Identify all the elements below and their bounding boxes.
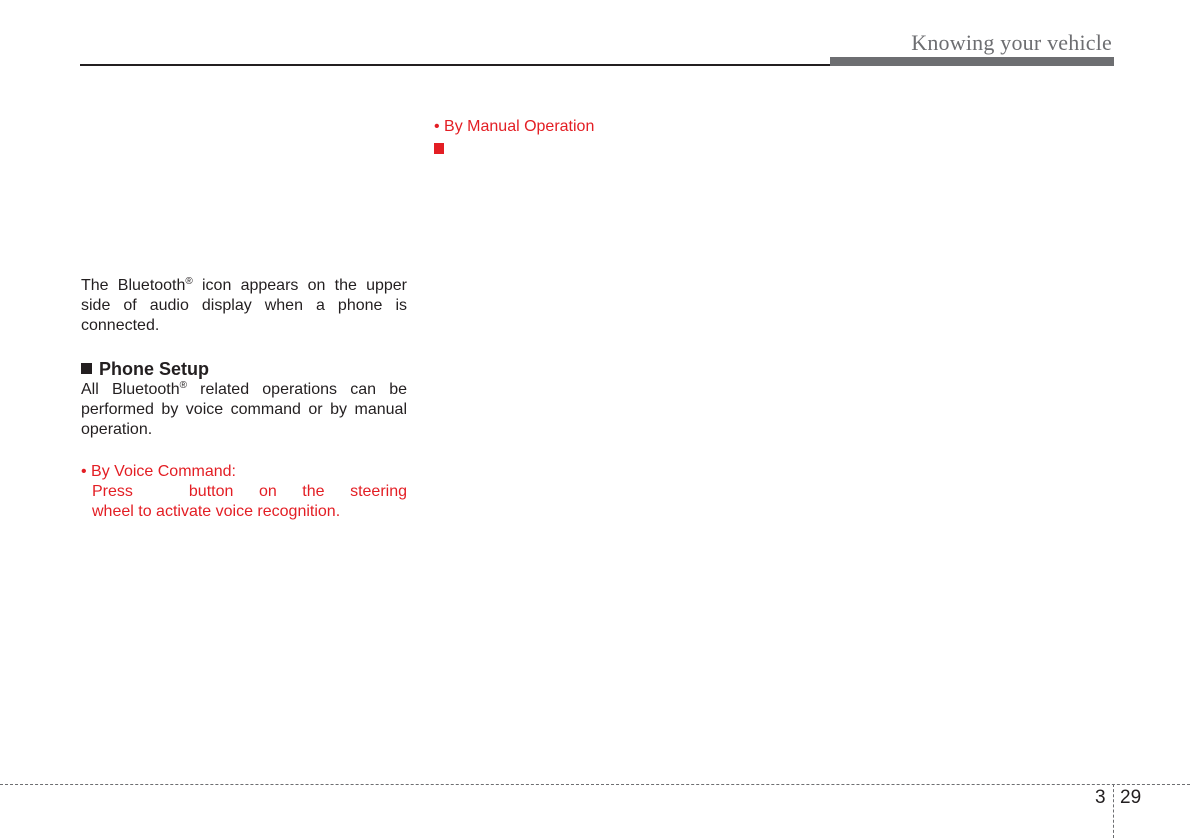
manual-operation-bullet: • By Manual Operation — [434, 118, 595, 135]
voice-command-bullet: • By Voice Command: — [81, 463, 236, 480]
page-header-title: Knowing your vehicle — [911, 30, 1112, 55]
section-body-part1: All Bluetooth — [81, 381, 180, 398]
footer-rule — [0, 784, 1190, 785]
intro-paragraph — [81, 276, 407, 336]
intro-text-part1: The Bluetooth — [81, 277, 186, 294]
voice-command-press-line — [81, 482, 407, 502]
right-column — [434, 117, 764, 160]
page-number: 29 — [1120, 787, 1142, 808]
section-body-part2: related operations can be performed by voice command or by manual operation. — [81, 381, 407, 438]
section-heading-text: Phone Setup — [99, 359, 210, 379]
footer-divider — [1113, 784, 1114, 838]
intro-text-part2: icon appears on the upper side of audio display when a phone is connected. — [81, 277, 408, 334]
press-rest: button on the steering — [188, 483, 407, 500]
voice-command-line2: wheel to activate voice recognition. — [92, 503, 341, 520]
header-rule — [80, 64, 832, 66]
registered-mark: ® — [185, 276, 193, 287]
chapter-number: 3 — [1095, 787, 1106, 808]
left-column — [81, 276, 407, 522]
red-square-bullet-icon — [434, 143, 444, 154]
press-word: Press — [92, 483, 133, 500]
header-accent-bar — [830, 57, 1114, 66]
voice-command-block — [81, 462, 407, 522]
voice-button-icon-placeholder — [133, 482, 189, 502]
section-body-paragraph — [81, 380, 407, 440]
square-bullet-icon — [81, 363, 92, 374]
section-heading — [81, 358, 407, 380]
registered-mark: ® — [179, 380, 187, 391]
